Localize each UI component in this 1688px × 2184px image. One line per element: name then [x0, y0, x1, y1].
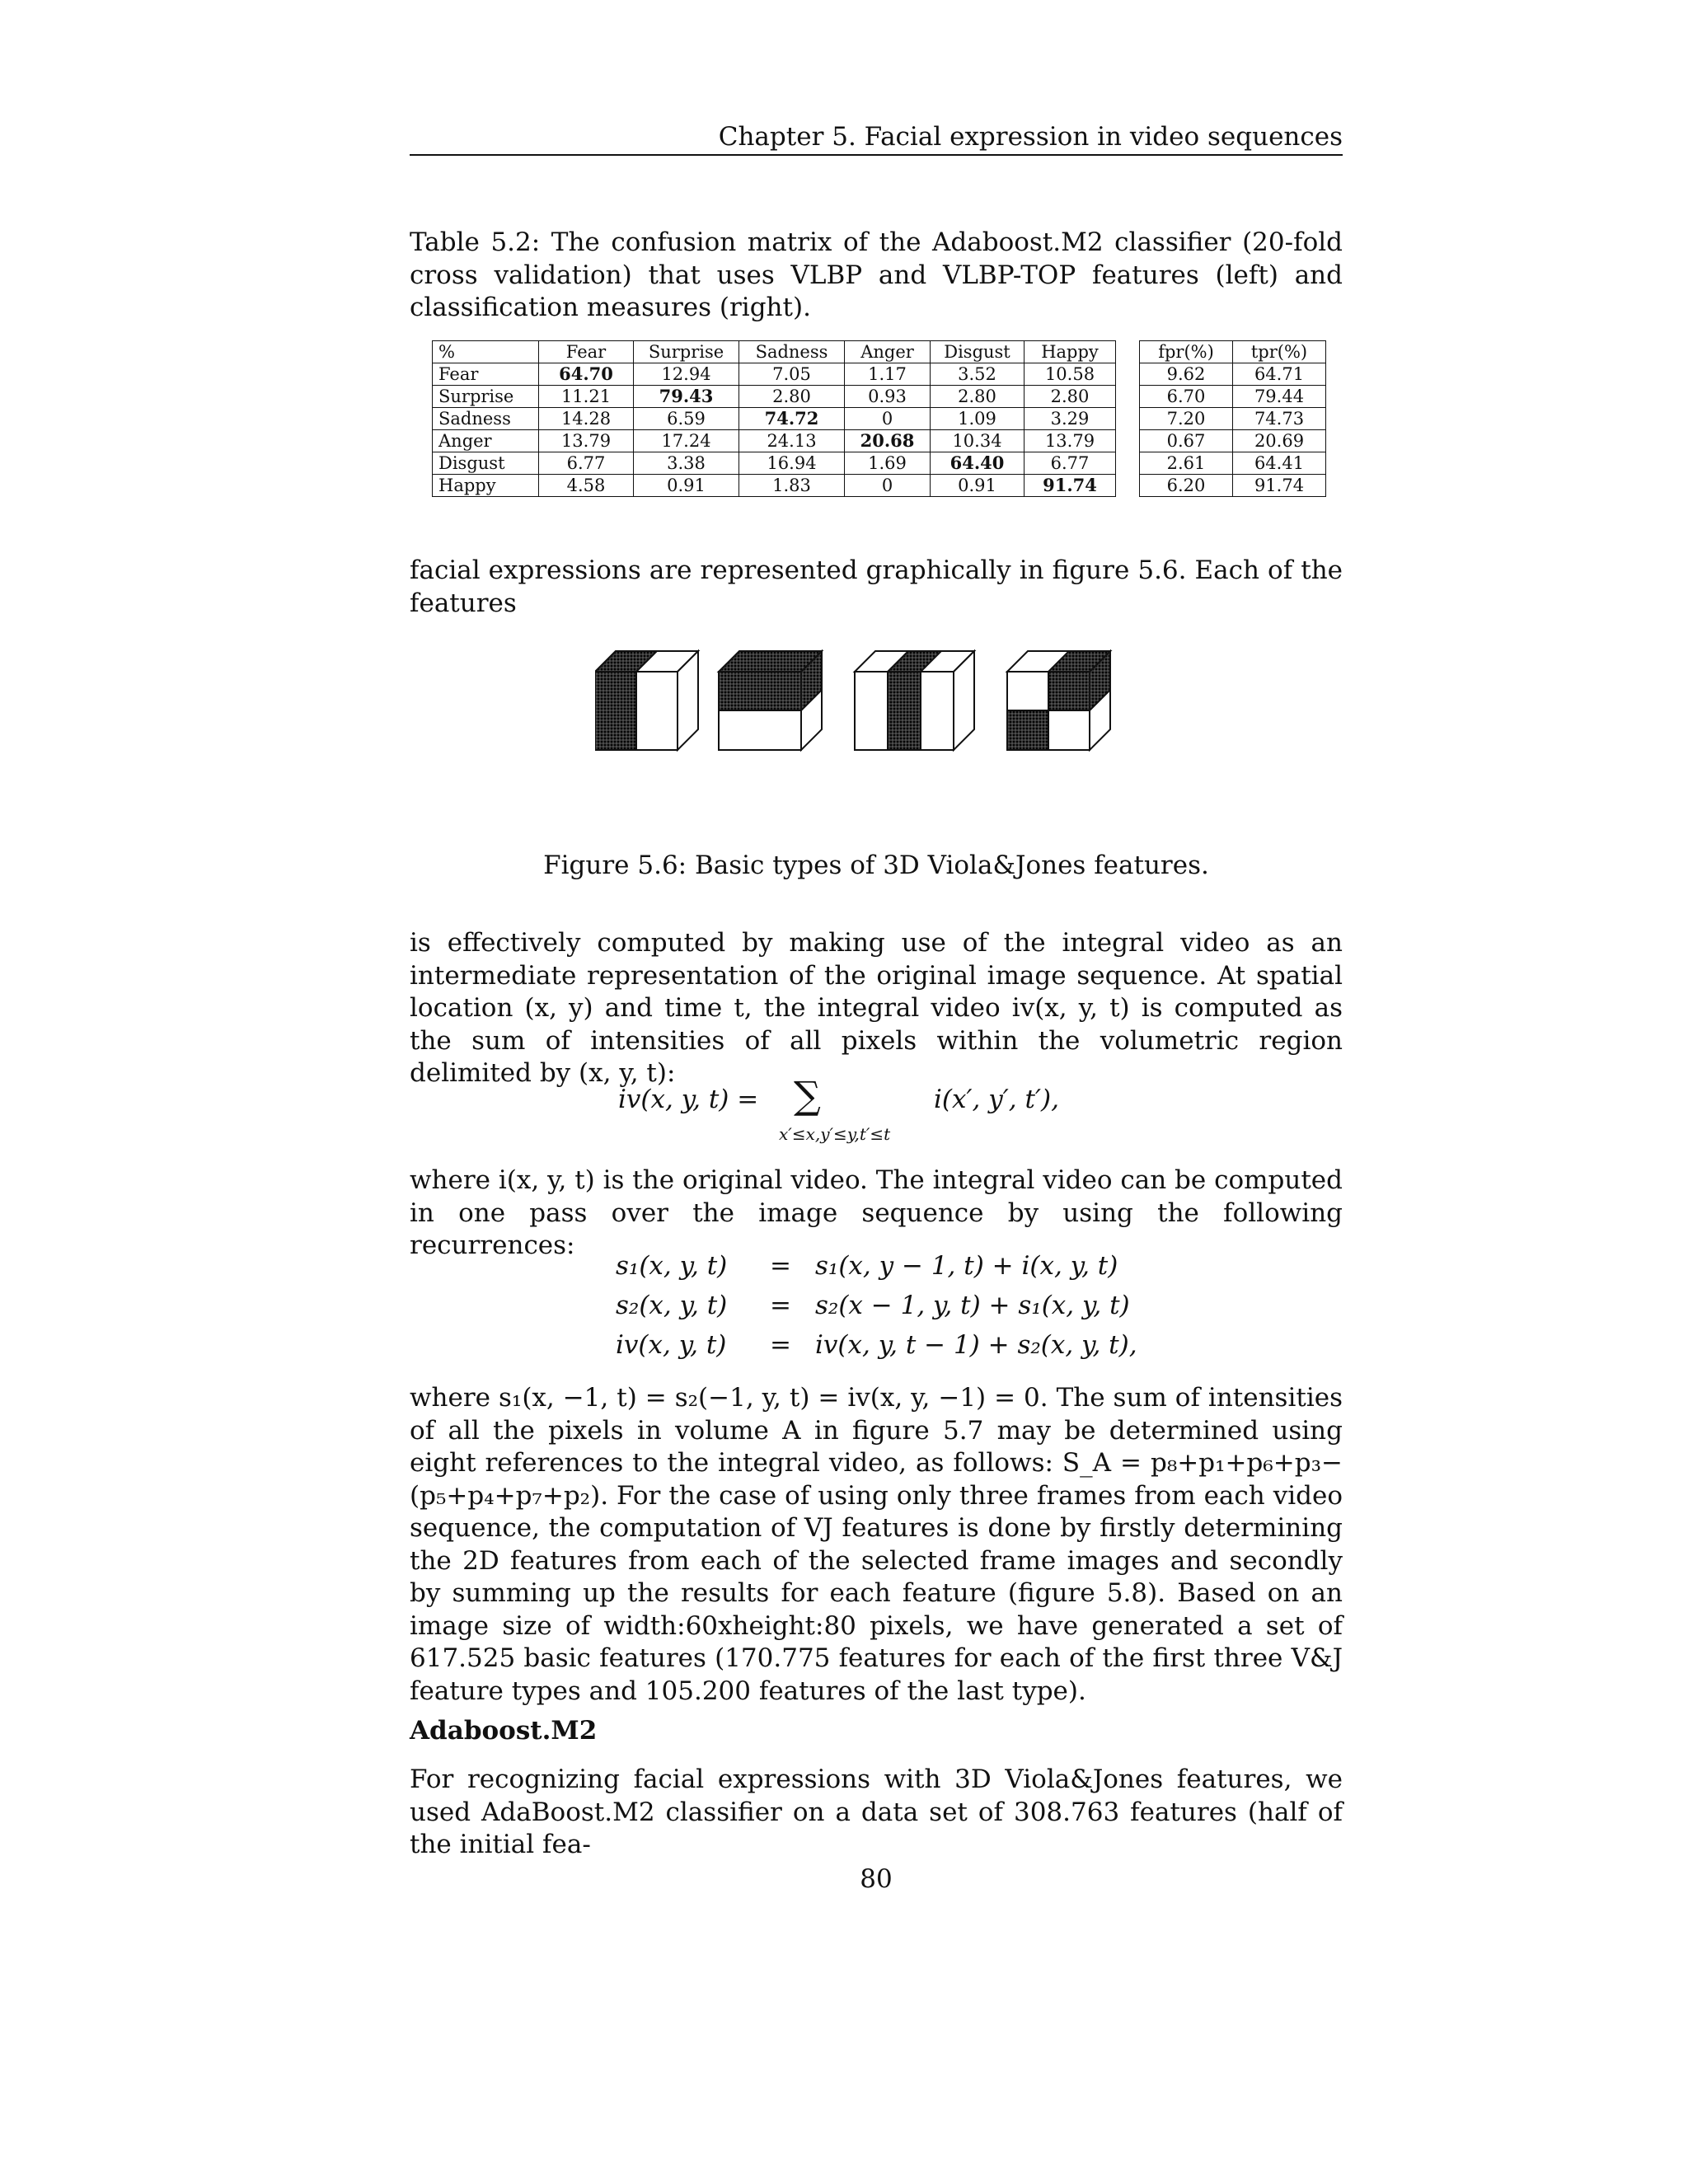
row-label: Happy [433, 475, 539, 497]
eq1-rhs: i(x′, y′, t′), [934, 1085, 1059, 1114]
table-cell: 3.52 [931, 363, 1025, 386]
row-label: Fear [433, 363, 539, 386]
recurrence-equals: = [770, 1291, 791, 1320]
table-row [1140, 475, 1326, 497]
table-row [433, 386, 1116, 408]
table-cell: 6.77 [539, 452, 634, 475]
running-header: Chapter 5. Facial expression in video sequences [410, 120, 1343, 156]
table-cell: 7.05 [739, 363, 845, 386]
confusion-matrix-table [432, 340, 1116, 497]
table-cell: 0 [845, 475, 931, 497]
figure-caption: Figure 5.6: Basic types of 3D Viola&Jones features. [543, 851, 1209, 880]
column-header: fpr(%) [1140, 341, 1233, 363]
table-cell: 91.74 [1025, 475, 1116, 497]
recurrence-row [410, 1291, 1343, 1327]
table-caption: Table 5.2: The confusion matrix of the Adaboost.M2 classifier (20-fold cross validation) that uses VLBP and VLBP-TOP features (left) and classification measures (right). [410, 227, 1343, 322]
recurrence-rhs: iv(x, y, t − 1) + s₂(x, y, t), [815, 1330, 1137, 1360]
table-row [1140, 452, 1326, 475]
eq1-lhs: iv(x, y, t) = [618, 1085, 759, 1114]
table-cell: 74.73 [1233, 408, 1326, 430]
table-row [1140, 408, 1326, 430]
column-header: Anger [845, 341, 931, 363]
table-cell: 12.94 [634, 363, 739, 386]
column-header: Disgust [931, 341, 1025, 363]
table-row [1140, 430, 1326, 452]
paragraph-2: is effectively computed by making use of the integral video as an intermediate representation of the original image sequence. At spatial location (x, y) and time t, the integral video iv(x, y, t) is computed as the sum of intensities of all pixels within the volumetric region delimited by (x, y, t): [410, 928, 1343, 1088]
viola-jones-3d-features-diagram [595, 643, 1172, 758]
column-header: Happy [1025, 341, 1116, 363]
column-header: Fear [539, 341, 634, 363]
feature-type-2-icon [719, 651, 822, 750]
table-cell: 2.80 [1025, 386, 1116, 408]
table-cell: 6.59 [634, 408, 739, 430]
page [410, 0, 1343, 2184]
page-number: 80 [860, 1864, 893, 1894]
table-cell: 64.40 [931, 452, 1025, 475]
table-cell: 3.38 [634, 452, 739, 475]
recurrence-row [410, 1330, 1343, 1366]
table-row [1140, 363, 1326, 386]
measures-header-row [1140, 341, 1326, 363]
feature-type-4-icon [1007, 651, 1110, 750]
table-cell: 24.13 [739, 430, 845, 452]
classification-measures-table [1139, 340, 1326, 497]
row-label: Anger [433, 430, 539, 452]
table-cell: 13.79 [539, 430, 634, 452]
table-cell: 13.79 [1025, 430, 1116, 452]
column-header: Surprise [634, 341, 739, 363]
table-cell: 10.34 [931, 430, 1025, 452]
table-row [433, 363, 1116, 386]
column-header: tpr(%) [1233, 341, 1326, 363]
table-row [433, 430, 1116, 452]
recurrence-equals: = [770, 1251, 791, 1281]
paragraph-4: where s₁(x, −1, t) = s₂(−1, y, t) = iv(x, y, −1) = 0. The sum of intensities of all the pixels in volume A in figure 5.7 may be determined using eight references to the integral video, as follows: S_A = p₈+p₁+p₆+p₃−(p₅+p₄+p₇+p₂). For the case of using only three frames from each video sequence, the computation of VJ features is done by firstly determining the 2D features from each of the selected frame images and secondly by summing up the results for each feature (figure 5.8). Based on an image size of width:60xheight:80 pixels, we have generated a set of 617.525 basic features (170.775 features for each of the first three V&J feature types and 105.200 features of the last type). [410, 1383, 1343, 1706]
section-heading: Adaboost.M2 [410, 1716, 598, 1746]
table-cell: 6.20 [1140, 475, 1233, 497]
paragraph-1: facial expressions are represented graphically in figure 5.6. Each of the features [410, 555, 1343, 618]
table-cell: 1.69 [845, 452, 931, 475]
table-cell: 0.93 [845, 386, 931, 408]
table-cell: 20.68 [845, 430, 931, 452]
table-row [433, 475, 1116, 497]
table-cell: 0 [845, 408, 931, 430]
table-cell: 1.17 [845, 363, 931, 386]
table-cell: 64.71 [1233, 363, 1326, 386]
table-row [1140, 386, 1326, 408]
table-cell: 64.41 [1233, 452, 1326, 475]
table-cell: 6.77 [1025, 452, 1116, 475]
table-cell: 0.91 [634, 475, 739, 497]
table-cell: 74.72 [739, 408, 845, 430]
table-cell: 2.61 [1140, 452, 1233, 475]
tables-container [432, 340, 1326, 497]
table-cell: 16.94 [739, 452, 845, 475]
column-header: Sadness [739, 341, 845, 363]
row-label: Surprise [433, 386, 539, 408]
feature-type-1-icon [595, 651, 698, 750]
recurrence-equals: = [770, 1330, 791, 1360]
table-cell: 79.43 [634, 386, 739, 408]
row-label: Sadness [433, 408, 539, 430]
table-cell: 10.58 [1025, 363, 1116, 386]
recurrence-lhs: iv(x, y, t) [616, 1330, 727, 1360]
table-cell: 20.69 [1233, 430, 1326, 452]
recurrence-lhs: s₁(x, y, t) [616, 1251, 728, 1281]
table-cell: 2.80 [739, 386, 845, 408]
confusion-matrix-header-row [433, 341, 1116, 363]
table-cell: 11.21 [539, 386, 634, 408]
table-cell: 17.24 [634, 430, 739, 452]
table-cell: 91.74 [1233, 475, 1326, 497]
table-cell: 4.58 [539, 475, 634, 497]
eq1-sum-subscript: x′≤x,y′≤y,t′≤t [779, 1124, 891, 1144]
table-cell: 1.09 [931, 408, 1025, 430]
row-label: Disgust [433, 452, 539, 475]
table-cell: 6.70 [1140, 386, 1233, 408]
paragraph-5: For recognizing facial expressions with 3D Viola&Jones features, we used AdaBoost.M2 classifier on a data set of 308.763 features (half of the initial fea- [410, 1765, 1343, 1859]
table-cell: 1.83 [739, 475, 845, 497]
table-cell: 0.67 [1140, 430, 1233, 452]
table-cell: 0.91 [931, 475, 1025, 497]
recurrence-rhs: s₁(x, y − 1, t) + i(x, y, t) [815, 1251, 1118, 1281]
table-cell: 64.70 [539, 363, 634, 386]
table-cell: 3.29 [1025, 408, 1116, 430]
feature-type-3-icon [855, 651, 974, 750]
recurrence-lhs: s₂(x, y, t) [616, 1291, 728, 1320]
table-row [433, 408, 1116, 430]
table-cell: 14.28 [539, 408, 634, 430]
table-cell: 9.62 [1140, 363, 1233, 386]
table-cell: 79.44 [1233, 386, 1326, 408]
recurrence-row [410, 1251, 1343, 1287]
equation-integral-video [410, 1073, 1343, 1152]
table-cell: 2.80 [931, 386, 1025, 408]
eq1-sum-symbol: ∑ [794, 1073, 821, 1118]
figure-3d-features [595, 643, 1172, 762]
paragraph-3: where i(x, y, t) is the original video. The integral video can be computed in one pass over the image sequence by using the following recurrences: [410, 1165, 1343, 1260]
table-row [433, 452, 1116, 475]
recurrence-rhs: s₂(x − 1, y, t) + s₁(x, y, t) [815, 1291, 1130, 1320]
column-header: % [433, 341, 539, 363]
table-cell: 7.20 [1140, 408, 1233, 430]
